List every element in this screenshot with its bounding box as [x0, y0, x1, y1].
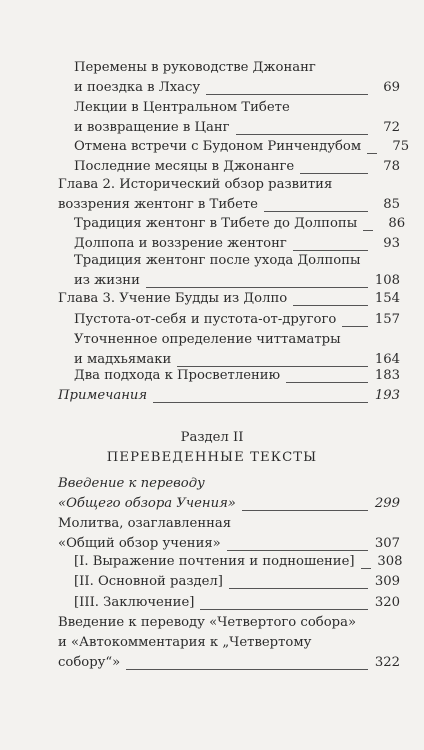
leader-line	[286, 382, 368, 383]
page-number: 299	[374, 496, 400, 511]
leader-line	[206, 94, 368, 95]
page-number: 75	[392, 139, 410, 154]
toc-entry-text: Традиция жентонг после ухода Долпопы	[74, 253, 361, 268]
page-number: 193	[374, 388, 400, 403]
toc-entry-homage[interactable]	[74, 552, 403, 572]
toc-entry-chapter-2[interactable]	[58, 175, 400, 215]
toc-entry-notes[interactable]	[58, 386, 400, 406]
leader-line	[236, 134, 368, 135]
leader-line	[361, 568, 371, 569]
toc-entry-shentong-after-dolpopa[interactable]	[74, 251, 400, 291]
toc-entry-text: Последние месяцы в Джонанге	[74, 159, 295, 174]
toc-entry-intro-fourth-council[interactable]	[58, 613, 400, 673]
toc-entry-prayer[interactable]	[58, 514, 400, 554]
leader-line	[293, 305, 368, 306]
toc-entry-leadership-changes[interactable]	[74, 58, 400, 98]
leader-line	[363, 230, 373, 231]
toc-entry-text: Молитва, озаглавленная	[58, 516, 232, 531]
toc-entry-text: [I. Выражение почтения и подношение]	[74, 554, 355, 569]
toc-entry-chapter-3[interactable]	[58, 289, 400, 309]
toc-entry-main-section[interactable]	[74, 572, 400, 592]
toc-entry-text: Отмена встречи с Будоном Ринчендубом	[74, 139, 362, 154]
page-number: 108	[374, 273, 400, 288]
page-number: 308	[377, 554, 403, 569]
page-number: 307	[374, 536, 400, 551]
toc-entry-text: Глава 3. Учение Будды из Долпо	[58, 291, 288, 306]
toc-entry-text: и мадхьямаки	[74, 352, 172, 367]
page-number: 78	[383, 159, 400, 174]
leader-line	[227, 550, 368, 551]
toc-entry-text: из жизни	[74, 273, 140, 288]
page-number: 86	[388, 216, 406, 231]
page-number: 309	[374, 574, 400, 589]
toc-entry-text: «Общий обзор учения»	[58, 536, 221, 551]
toc-entry-text: Пустота-от-себя и пустота-от-другого	[74, 312, 337, 327]
toc-entry-cancelled-meeting[interactable]	[74, 137, 410, 157]
page-number: 157	[374, 312, 400, 327]
toc-entry-two-approaches[interactable]	[74, 366, 400, 386]
page-number: 69	[383, 80, 400, 95]
page-number: 72	[383, 120, 400, 135]
leader-line	[146, 287, 368, 288]
toc-entry-text: Введение к переводу «Четвертого собора»	[58, 615, 357, 630]
page-number: 164	[374, 352, 400, 367]
toc-entry-text: [III. Заключение]	[74, 595, 195, 610]
page-number: 183	[374, 368, 400, 383]
toc-entry-text: и поездка в Лхасу	[74, 80, 201, 95]
toc-entry-text: Традиция жентонг в Тибете до Долпопы	[74, 216, 358, 231]
toc-entry-text: Два подхода к Просветлению	[74, 368, 281, 383]
leader-line	[153, 402, 368, 403]
toc-entry-text: Глава 2. Исторический обзор развития	[58, 177, 333, 192]
leader-line	[367, 153, 377, 154]
toc-entry-text: Долпопа и воззрение жентонг	[74, 236, 287, 251]
page-number: 322	[374, 655, 400, 670]
toc-entry-text: Уточненное определение читтаматры	[74, 332, 341, 347]
leader-line	[200, 609, 368, 610]
toc-entry-text: Перемены в руководстве Джонанг	[74, 60, 316, 75]
toc-entry-shentong-before-dolpopa[interactable]	[74, 214, 406, 234]
toc-entry-intro-general-survey[interactable]	[58, 474, 400, 514]
page-number: 320	[374, 595, 400, 610]
toc-entry-text: «Общего обзора Учения»	[58, 496, 236, 511]
section-title: Раздел II	[180, 430, 244, 445]
leader-line	[342, 326, 368, 327]
toc-entry-text: собору“»	[58, 655, 121, 670]
toc-entry-refined-definition[interactable]	[74, 330, 400, 370]
leader-line	[229, 588, 368, 589]
toc-entry-text: [II. Основной раздел]	[74, 574, 223, 589]
toc-entry-text: Лекции в Центральном Тибете	[74, 100, 290, 115]
page-number: 93	[383, 236, 400, 251]
toc-entry-last-months[interactable]	[74, 157, 400, 177]
toc-entry-text: и «Автокомментария к „Четвертому	[58, 635, 312, 650]
leader-line	[126, 669, 368, 670]
toc-entry-text: и возвращение в Цанг	[74, 120, 230, 135]
page-number: 85	[383, 197, 400, 212]
toc-entry-text: воззрения жентонг в Тибете	[58, 197, 258, 212]
leader-line	[264, 211, 368, 212]
toc-entry-self-other-emptiness[interactable]	[74, 310, 400, 330]
toc-entry-text: Примечания	[58, 388, 148, 403]
page-number: 154	[374, 291, 400, 306]
toc-entry-text: Введение к переводу	[58, 476, 205, 491]
toc-entry-lectures-central-tibet[interactable]	[74, 98, 400, 138]
leader-line	[300, 173, 368, 174]
leader-line	[242, 510, 368, 511]
section-subtitle: ПЕРЕВЕДЕННЫЕ ТЕКСТЫ	[106, 450, 318, 465]
toc-entry-conclusion[interactable]	[74, 593, 400, 613]
